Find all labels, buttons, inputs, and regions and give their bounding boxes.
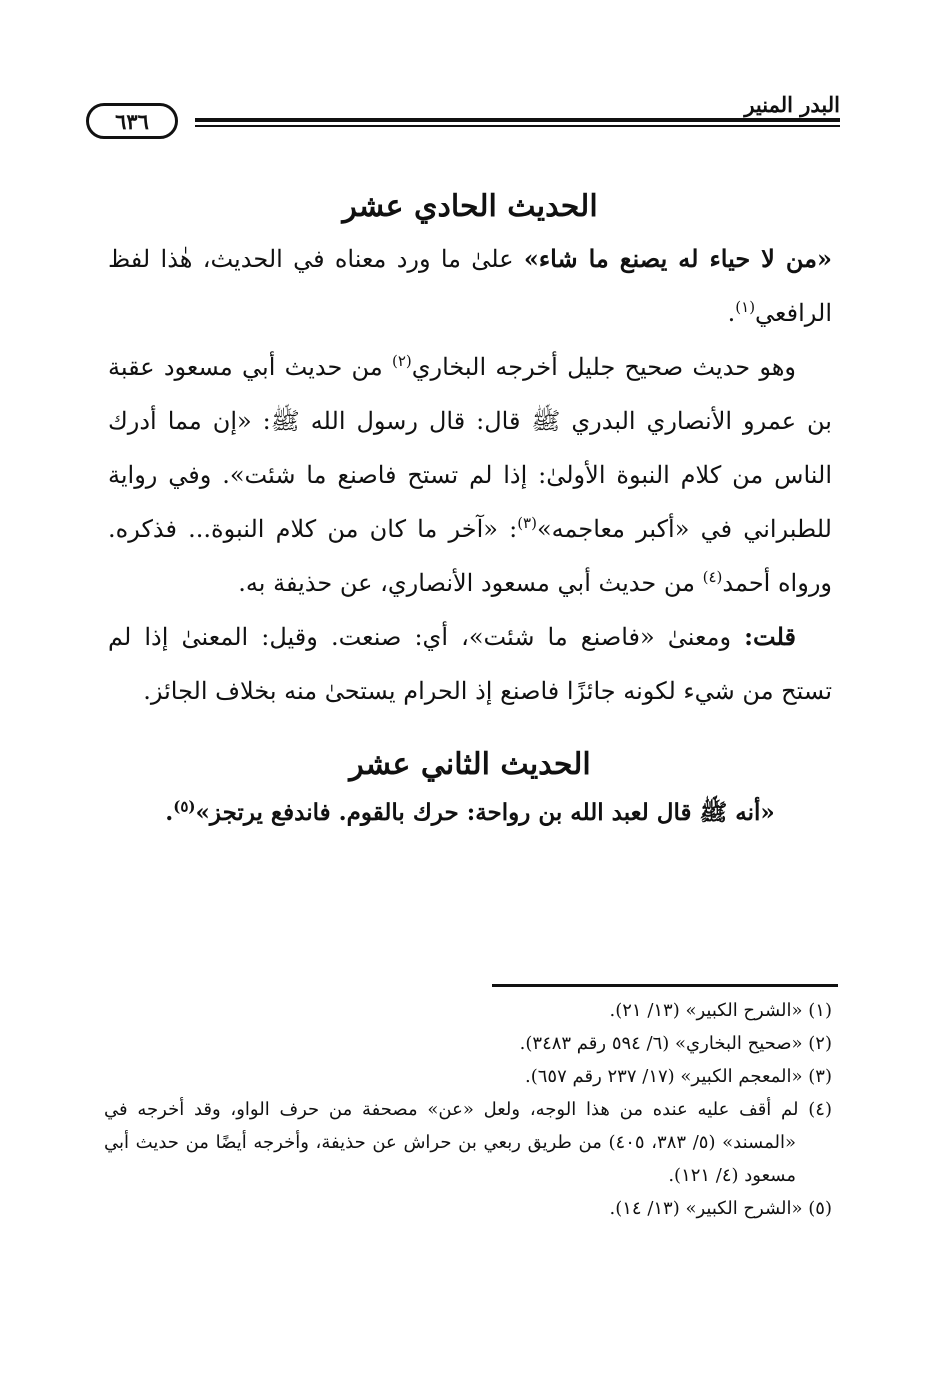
header-rule-thick [195, 118, 840, 122]
book-title: البدر المنير [744, 92, 840, 117]
takhrij-text-d: من حديث أبي مسعود الأنصاري، عن حذيفة به. [238, 569, 703, 597]
footnote-ref-5: (٥) [173, 797, 196, 816]
main-text [108, 182, 832, 836]
commentary-text: ومعنىٰ «فاصنع ما شئت»، أي: صنعت. وقيل: المعنىٰ إذا لم تستح من شيء لكونه جائزًا فاصنع إذ الحرام يستحىٰ منه بخلاف الجائز. [108, 623, 832, 705]
hadith-11-takhrij [108, 340, 832, 610]
footnote-5: (٥) «الشرح الكبير» (١٣/ ١٤). [609, 1198, 832, 1219]
takhrij-text-a: وهو حديث صحيح جليل أخرجه البخاري [411, 353, 796, 381]
hadith-11-title: الحديث الحادي عشر [342, 189, 598, 224]
footnote-ref-3: (٣) [517, 514, 537, 532]
hadith-11-statement-text: علىٰ ما ورد معناه في الحديث، هٰذا لفظ الرافعي [108, 245, 832, 327]
footnote-2: (٢) «صحيح البخاري» (٦/ ٥٩٤ رقم ٣٤٨٣). [519, 1033, 832, 1054]
hadith-11-statement [108, 232, 832, 340]
hadith-12-title: الحديث الثاني عشر [349, 747, 591, 782]
footnote-4: (٤) لم أقف عليه عنده من هذا الوجه، ولعل «عن» مصحفة من حرف الواو، وقد أخرجه في «المسند» (٥/ ٣٨٣، ٤٠٥) من طريق ربعي بن حراش عن حذيفة، وأخرجه أيضًا من حديث أبي مسعود (٤/ ١٢١). [104, 1099, 832, 1186]
footnotes [104, 994, 832, 1225]
page-number-badge [86, 103, 178, 139]
hadith-11-commentary [108, 610, 832, 718]
footnote-3: (٣) «المعجم الكبير» (١٧/ ٢٣٧ رقم ٦٥٧). [525, 1066, 832, 1087]
hadith-12-statement [108, 790, 832, 836]
hadith-12-quote: «أنه ﷺ قال لعبد الله بن رواحة: حرك بالقوم. فاندفع يرتجز» [195, 799, 775, 826]
takhrij-text-c: : «آخر ما كان من كلام النبوة... فذكره. ورواه أحمد [108, 515, 832, 597]
footnote-1: (١) «الشرح الكبير» (١٣/ ٢١). [609, 1000, 832, 1021]
hadith-12-end: . [165, 799, 174, 826]
header-rule-thin [195, 125, 840, 127]
page-number: ٦٣٦ [115, 108, 149, 134]
takhrij-text-b: من حديث أبي مسعود عقبة بن عمرو الأنصاري البدري ﷺ قال: قال رسول الله ﷺ: «إن مما أدرك الناس من كلام النبوة الأولىٰ: إذا لم تستح فاصنع ما شئت». وفي رواية للطبراني في «أكبر معاجمه» [108, 353, 832, 543]
footnote-separator [492, 984, 838, 987]
qultu-label: قلت: [744, 622, 796, 651]
hadith-11-quote: «من لا حياء له يصنع ما شاء» [523, 244, 833, 273]
footnote-ref-1: (١) [735, 298, 756, 316]
footnote-ref-4: (٤) [702, 568, 723, 586]
running-header [86, 92, 840, 144]
footnote-ref-2: (٢) [391, 352, 412, 370]
hadith-11-statement-end: . [727, 299, 736, 327]
